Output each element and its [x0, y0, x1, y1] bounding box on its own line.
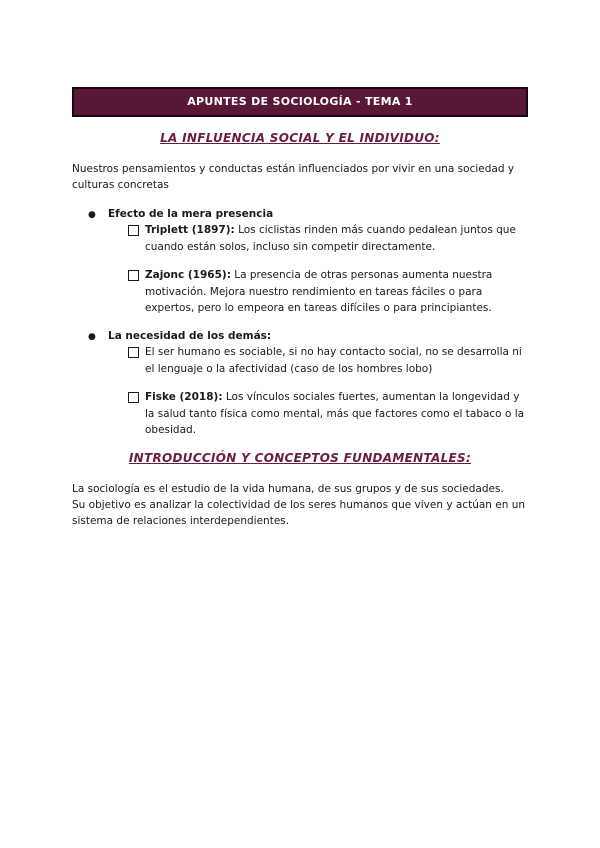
intro-line-2: Su objetivo es analizar la colectividad de los seres humanos que viven y actúan en un sistema de relaciones interdependientes. [72, 499, 526, 527]
list-item-zajonc [128, 267, 528, 317]
bullet-label: Efecto de la mera presencia [108, 208, 274, 220]
list-item-triplett [128, 222, 528, 255]
checkbox-icon [128, 225, 139, 236]
item-lead: Fiske (2018): [145, 391, 223, 403]
bullet-necesidad-demas [88, 328, 271, 345]
item-text: Los vínculos sociales fuertes, aumentan la longevidad y la salud tanto física como mental, más que factores como el tabaco o la obesidad. [145, 391, 525, 436]
bullet-mera-presencia [88, 206, 273, 223]
intro-paragraph: Nuestros pensamientos y conductas están influenciados por vivir en una sociedad y culturas concretas [72, 163, 515, 191]
list-item-ser-humano [128, 344, 528, 377]
item-text: El ser humano es sociable, si no hay contacto social, no se desarrolla ni el lenguaje o la afectividad (caso de los hombres lobo) [145, 346, 522, 375]
bullet-label: La necesidad de los demás: [108, 330, 272, 342]
document-banner: APUNTES DE SOCIOLOGÍA - TEMA 1 [72, 87, 528, 117]
item-lead: Triplett (1897): [145, 224, 235, 236]
section-title-influencia: LA INFLUENCIA SOCIAL Y EL INDIVIDUO: [160, 131, 440, 145]
checkbox-icon [128, 347, 139, 358]
bullet-dot-icon: ● [88, 210, 96, 220]
item-lead: Zajonc (1965): [145, 269, 231, 281]
checkbox-icon [128, 392, 139, 403]
item-text: La presencia de otras personas aumenta nuestra motivación. Mejora nuestro rendimiento en tareas fáciles o para expertos, pero lo empeora en tareas difíciles o para principiantes. [145, 269, 493, 314]
item-text: Los ciclistas rinden más cuando pedalean juntos que cuando están solos, incluso sin competir directamente. [145, 224, 516, 253]
list-item-fiske [128, 389, 528, 439]
section-title-introduccion: INTRODUCCIÓN Y CONCEPTOS FUNDAMENTALES: [128, 451, 472, 465]
intro-line-1: La sociología es el estudio de la vida humana, de sus grupos y de sus sociedades. [72, 483, 504, 495]
checkbox-icon [128, 270, 139, 281]
bullet-dot-icon: ● [88, 332, 96, 342]
